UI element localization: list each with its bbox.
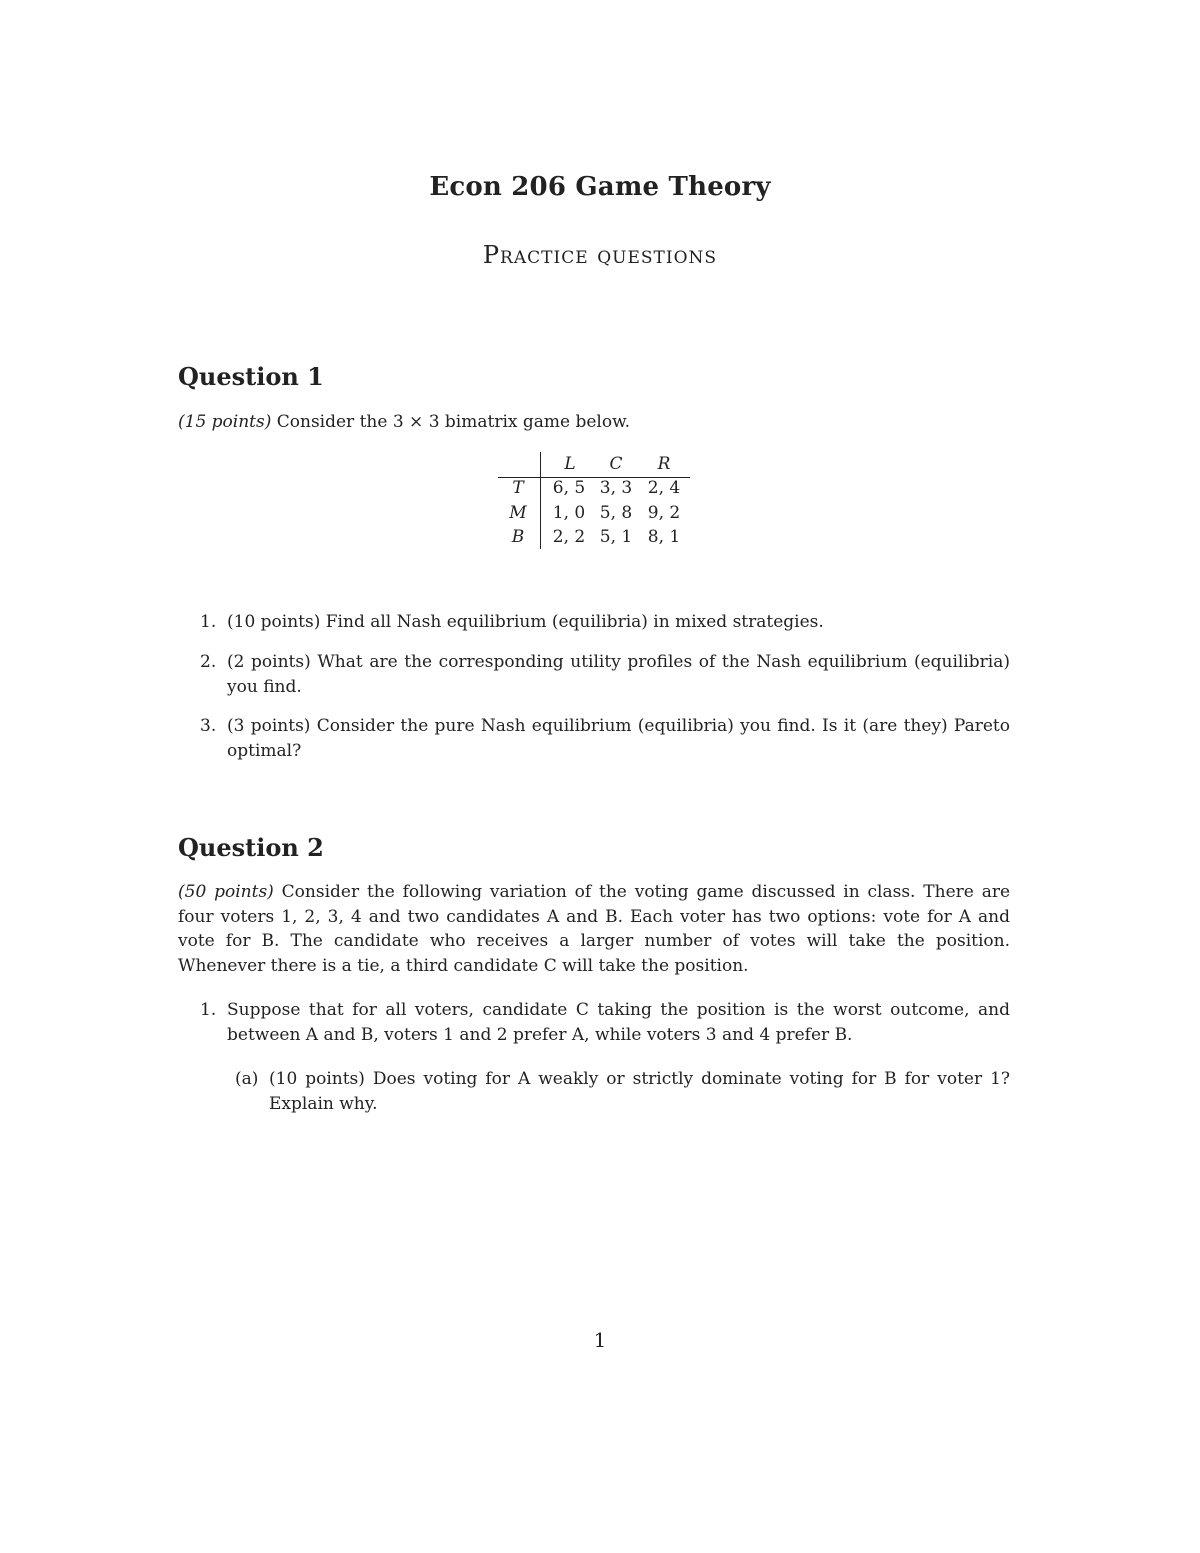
matrix-cell: 6, 5 xyxy=(552,478,586,498)
list-item-text: Suppose that for all voters, candidate C taking the position is the worst outcome, and between A and B, voters 1 and 2 prefer A, while voters 3 and 4 prefer B. xyxy=(227,1000,1010,1045)
matrix-cell: 3, 3 xyxy=(599,478,633,498)
matrix-col-header: R xyxy=(657,454,671,474)
question-2-heading: Question 2 xyxy=(178,833,324,862)
matrix-row-label: T xyxy=(512,478,524,498)
matrix-cell: 1, 0 xyxy=(552,503,586,523)
matrix-cell: 8, 1 xyxy=(647,527,681,547)
matrix-vertical-rule xyxy=(540,452,541,549)
question-2-intro xyxy=(178,880,1010,978)
list-number: 2. xyxy=(200,652,217,672)
matrix-row-label: B xyxy=(511,527,525,547)
question-1-heading: Question 1 xyxy=(178,362,324,391)
page-number: 1 xyxy=(593,1328,607,1352)
matrix-col-header: L xyxy=(564,454,576,474)
matrix-cell: 2, 4 xyxy=(647,478,681,498)
matrix-col-header: C xyxy=(609,454,623,474)
question-1-intro-text: Consider the 3 × 3 bimatrix game below. xyxy=(276,412,631,432)
matrix-row-label: M xyxy=(509,503,527,523)
list-number: 3. xyxy=(200,716,217,736)
question-1-intro xyxy=(178,410,1010,435)
sublist-item-text: (10 points) Does voting for A weakly or strictly dominate voting for B for voter 1? Explain why. xyxy=(269,1069,1010,1114)
list-number: 1. xyxy=(200,1000,217,1020)
document-title: Econ 206 Game Theory xyxy=(429,172,771,202)
list-item-text: (3 points) Consider the pure Nash equilibrium (equilibria) you find. Is it (are they) Pareto optimal? xyxy=(227,716,1010,761)
matrix-cell: 5, 1 xyxy=(599,527,633,547)
matrix-cell: 9, 2 xyxy=(647,503,681,523)
list-item-text: (10 points) Find all Nash equilibrium (equilibria) in mixed strategies. xyxy=(227,612,824,632)
question-1-points: (15 points) xyxy=(178,412,272,432)
matrix-cell: 2, 2 xyxy=(552,527,586,547)
question-2-intro-text: Consider the following variation of the voting game discussed in class. There are four voters 1, 2, 3, 4 and two candidates A and B. Each voter has two options: vote for A and vote for B. The candidate who receives a larger number of votes will take the position. Whenever there is a tie, a third candidate C will take the position. xyxy=(178,882,1011,976)
list-item-text: (2 points) What are the corresponding utility profiles of the Nash equilibrium (equilibria) you find. xyxy=(227,652,1010,697)
list-number: 1. xyxy=(200,612,217,632)
document-subtitle: Practice questions xyxy=(482,241,718,269)
question-2-points: (50 points) xyxy=(178,882,274,902)
matrix-cell: 5, 8 xyxy=(599,503,633,523)
sublist-label: (a) xyxy=(235,1069,259,1089)
